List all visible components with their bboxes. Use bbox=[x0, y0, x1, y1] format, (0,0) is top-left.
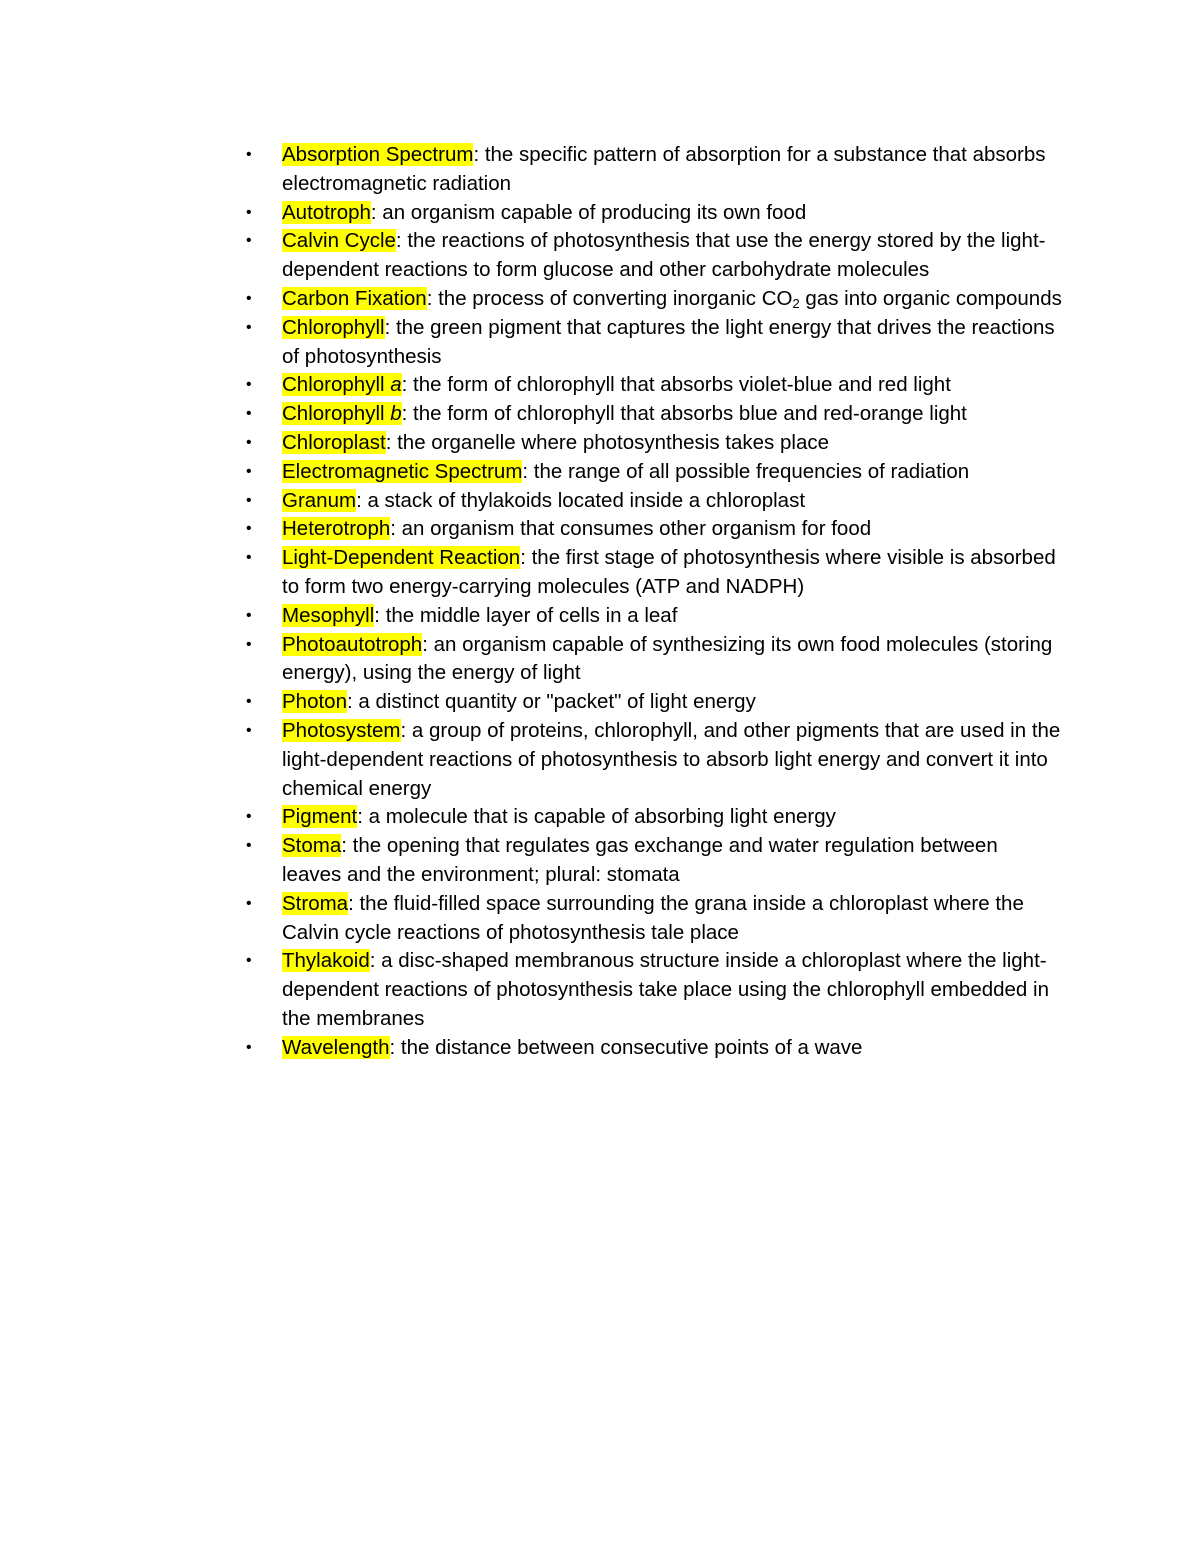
term: Wavelength bbox=[282, 1035, 390, 1059]
subscript: 2 bbox=[792, 295, 800, 311]
term-italic: b bbox=[390, 402, 402, 426]
term: Autotroph bbox=[282, 200, 371, 224]
definition: : the green pigment that captures the light energy that drives the reactions of photosynthesis bbox=[282, 315, 1055, 368]
glossary-entry bbox=[246, 515, 1062, 544]
bullet-icon: • bbox=[246, 520, 252, 538]
glossary-entry bbox=[246, 602, 1062, 631]
term: Light-Dependent Reaction bbox=[282, 546, 521, 570]
glossary-entry bbox=[246, 285, 1062, 314]
bullet-icon: • bbox=[246, 808, 252, 826]
definition: : a group of proteins, chlorophyll, and other pigments that are used in the light-dependent reactions of photosynthesis to absorb light energy and convert it into chemical energy bbox=[282, 718, 1061, 800]
glossary-entry bbox=[246, 688, 1062, 717]
bullet-icon: • bbox=[246, 405, 252, 423]
term: Photon bbox=[282, 690, 347, 714]
term: Stroma bbox=[282, 891, 349, 915]
glossary-entry bbox=[246, 947, 1062, 1033]
bullet-icon: • bbox=[246, 721, 252, 739]
term: Heterotroph bbox=[282, 517, 391, 541]
term: Calvin Cycle bbox=[282, 229, 396, 253]
glossary-entry bbox=[246, 544, 1062, 602]
glossary-entry bbox=[246, 717, 1062, 803]
definition: : the opening that regulates gas exchange and water regulation between leaves and the environment; plural: stomata bbox=[282, 834, 998, 886]
glossary-entry bbox=[246, 803, 1062, 832]
term: Thylakoid bbox=[282, 949, 370, 973]
definition: : the reactions of photosynthesis that use the energy stored by the light-dependent reactions to form glucose and other carbohydrate molecules bbox=[282, 229, 1046, 282]
term: Chlorophyll bbox=[282, 402, 391, 426]
term: Absorption Spectrum bbox=[282, 143, 474, 166]
term: Chloroplast bbox=[282, 430, 386, 454]
bullet-icon: • bbox=[246, 318, 252, 336]
term: Stoma bbox=[282, 834, 342, 858]
bullet-icon: • bbox=[246, 635, 252, 653]
definition: : the specific pattern of absorption for a substance that absorbs electromagnetic radiation bbox=[282, 143, 1046, 195]
definition: : a disc-shaped membranous structure inside a chloroplast where the light-dependent reactions of photosynthesis take place using the chlorophyll embedded in the membranes bbox=[282, 949, 1049, 1030]
definition: : the form of chlorophyll that absorbs violet-blue and red light bbox=[401, 373, 951, 397]
glossary-entry bbox=[246, 227, 1062, 285]
definition: : a distinct quantity or "packet" of light energy bbox=[346, 690, 756, 714]
bullet-icon: • bbox=[246, 433, 252, 451]
term: Carbon Fixation bbox=[282, 286, 427, 310]
bullet-icon: • bbox=[246, 146, 252, 163]
definition: : the form of chlorophyll that absorbs blue and red-orange light bbox=[401, 402, 967, 426]
definition: : an organism capable of synthesizing its own food molecules (storing energy), using the energy of light bbox=[282, 632, 1053, 685]
glossary-entry bbox=[246, 314, 1062, 372]
bullet-icon: • bbox=[246, 837, 252, 855]
definition: : the range of all possible frequencies of radiation bbox=[522, 459, 970, 483]
glossary-entry bbox=[246, 371, 1062, 400]
definition: : a molecule that is capable of absorbing light energy bbox=[357, 805, 836, 829]
term-highlight bbox=[282, 373, 402, 396]
bullet-icon: • bbox=[246, 491, 252, 509]
term: Mesophyll bbox=[282, 603, 375, 627]
definition: : an organism that consumes other organism for food bbox=[390, 517, 872, 541]
glossary-entry bbox=[246, 141, 1062, 199]
bullet-icon: • bbox=[246, 1038, 252, 1056]
term: Electromagnetic Spectrum bbox=[282, 459, 523, 483]
glossary-list bbox=[246, 141, 1062, 1063]
definition: : an organism capable of producing its own food bbox=[370, 200, 807, 224]
term-highlight bbox=[282, 402, 402, 425]
glossary-entry bbox=[246, 199, 1062, 228]
bullet-icon: • bbox=[246, 693, 252, 711]
term: Granum bbox=[282, 488, 357, 512]
definition: : the fluid-filled space surrounding the grana inside a chloroplast where the Calvin cycle reactions of photosynthesis tale place bbox=[282, 891, 1024, 944]
bullet-icon: • bbox=[246, 203, 252, 221]
term: Photosystem bbox=[282, 718, 401, 742]
definition: : the process of converting inorganic CO bbox=[426, 286, 793, 310]
term: Chlorophyll bbox=[282, 373, 391, 397]
glossary-entry bbox=[246, 890, 1062, 948]
bullet-icon: • bbox=[246, 289, 252, 307]
glossary-entry bbox=[246, 458, 1062, 487]
glossary-entry bbox=[246, 832, 1062, 890]
glossary-entry bbox=[246, 429, 1062, 458]
definition: : the organelle where photosynthesis takes place bbox=[385, 430, 830, 454]
glossary-entry bbox=[246, 487, 1062, 516]
definition: : the middle layer of cells in a leaf bbox=[374, 603, 678, 627]
term: Chlorophyll bbox=[282, 315, 385, 339]
definition: : the distance between consecutive points of a wave bbox=[389, 1035, 863, 1059]
bullet-icon: • bbox=[246, 894, 252, 912]
bullet-icon: • bbox=[246, 376, 252, 394]
term: Pigment bbox=[282, 805, 358, 829]
definition: : a stack of thylakoids located inside a chloroplast bbox=[356, 488, 806, 512]
bullet-icon: • bbox=[246, 952, 252, 970]
bullet-icon: • bbox=[246, 606, 252, 624]
bullet-icon: • bbox=[246, 462, 252, 480]
definition: : the first stage of photosynthesis where visible is absorbed to form two energy-carrying molecules (ATP and NADPH) bbox=[282, 546, 1056, 598]
glossary-entry bbox=[246, 1034, 1062, 1063]
bullet-icon: • bbox=[246, 232, 252, 250]
term-italic: a bbox=[390, 373, 402, 397]
term: Photoautotroph bbox=[282, 632, 423, 656]
bullet-icon: • bbox=[246, 549, 252, 567]
glossary-entry bbox=[246, 631, 1062, 689]
glossary-entry bbox=[246, 400, 1062, 429]
definition-continued: gas into organic compounds bbox=[799, 286, 1062, 310]
